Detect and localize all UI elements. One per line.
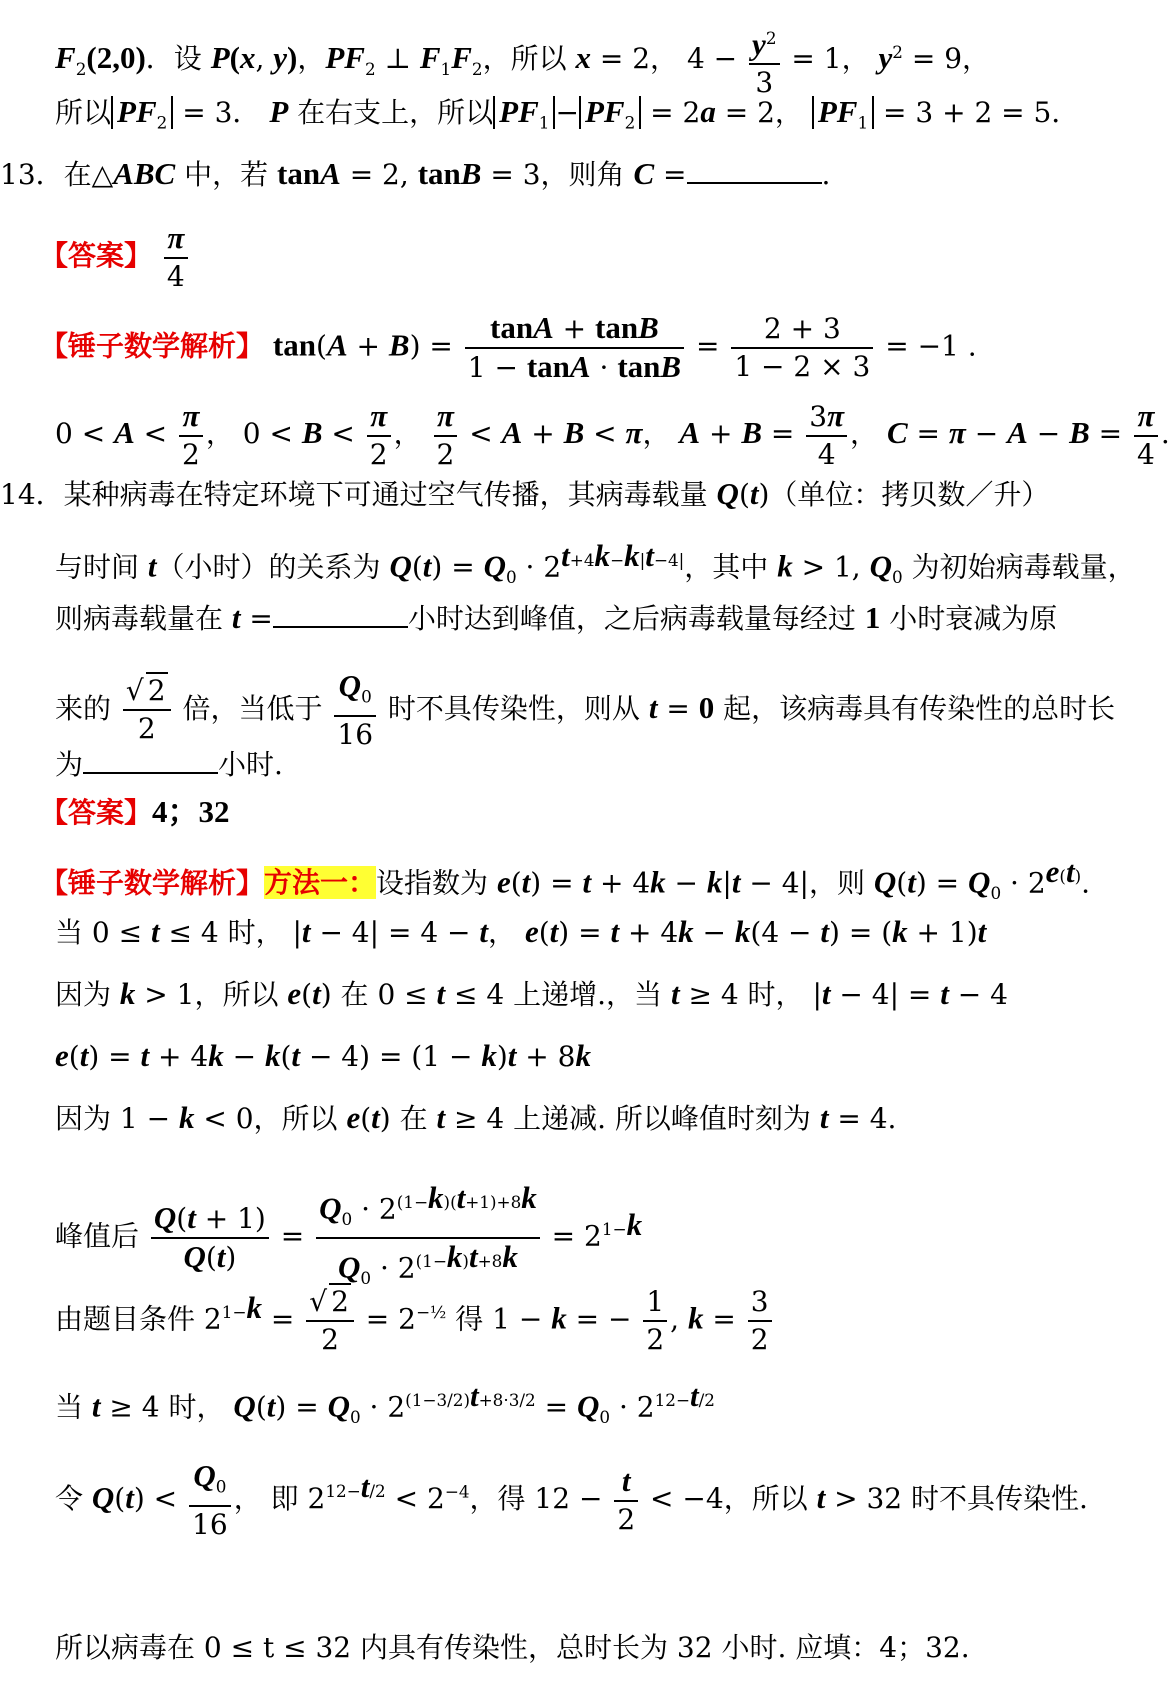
question-14-line-5: 为 小时. [55, 742, 1080, 785]
question-13: 13．在△ABC 中，若 tanA = 2, tanB = 3，则角 C = . [0, 152, 1080, 195]
q14-step-6: 由题目条件 $2^{1-k}$ = $\frac{√ 2}{2}$ = $2^{-\frac{1}{2}}$ 得 1 − k = − $\frac{1}{2}$ , k = $\frac{3}{2}$ [55, 1284, 1080, 1358]
q14-step-8: 令 Q(t) < $\frac{Q_0}{16}$ ， 即 $2^{12-t/2} < 2^{-4}$，得 12 − $\frac{t}{2}$ < −4，所以 t > 32 时不具传染性. [55, 1458, 1088, 1541]
q14-analysis-start: 【锤子数学解析】方法一：设指数为 e(t) = t + 4k − k|t − 4|，则 $Q(t) = Q_0 \cdot 2^{e(t)}$. [40, 854, 1091, 903]
question-14-line-4: 来的 $\frac{√ 2}{2}$ 倍，当低于 $\frac{Q_0}{16}$ 时不具传染性，则从 t = 0 起，该病毒具有传染性的总时长 [55, 668, 1116, 751]
q13-angle-range: 0 < A < $\frac{\pi}{2}$ ， 0 < B < $\frac{\pi}{2}$ ， $\frac{\pi}{2}$ < A + B < π， A + B = $\frac{3\pi}{4}$ ， C = π − A − B = $\frac{\pi}{4}$ . [55, 398, 1170, 471]
q14-step-1: 当 0 ≤ t ≤ 4 时， |t − 4| = 4 − t， e(t) = t + 4k − k(4 − t) = (k + 1)t [55, 914, 987, 949]
q13-answer: 【答案】 $\frac{\pi}{4}$ [40, 220, 1080, 295]
q14-conclusion: 所以病毒在 0 ≤ t ≤ 32 内具有传染性，总时长为 32 小时. 应填：4；32. [55, 1631, 970, 1664]
q14-step-2: 因为 k > 1，所以 e(t) 在 0 ≤ t ≤ 4 上递增.，当 t ≥ 4 时， |t − 4| = t − 4 [55, 976, 1008, 1011]
question-14-line-1: 14．某种病毒在特定环境下可通过空气传播，其病毒载量 Q(t)（单位：拷贝数／升） [0, 476, 1050, 511]
q14-step-5: 峰值后 $\frac{Q(t + 1)}{Q(t)}$ = $\frac{Q_0 \cdot 2^{(1-k)(t+1)+8k}}{Q_0 \cdot 2^{(1-k)t+8k}}$ = $2^{1-k}$ [55, 1180, 643, 1288]
q14-step-3: e(t) = t + 4k − k(t − 4) = (1 − k)t + 8k [55, 1038, 591, 1073]
q14-answer: 【答案】4；32 [40, 794, 230, 829]
q14-step-7: 当 t ≥ 4 时， $Q(t) = Q_0 \cdot 2^{(1-3/2)t+8\cdot 3/2} = Q_0 \cdot 2^{12-t/2}$ [55, 1378, 715, 1427]
method-label: 方法一： [264, 866, 377, 900]
prev-solution-line-1: $F_2(2,0)$．设 P(x, y)，$PF_2$ ⊥ $F_1F_2$，所以 x = 2， 4 − $\frac{y^2}{3}$ = 1， $y^2 = 9$， [55, 20, 1080, 101]
prev-solution-line-2: 所以 $PF_2 = 3$． P 在右支上，所以 $PF_1 - PF_2 = 2a = 2$， $PF_1 = 3 + 2 = 5$． [55, 94, 1080, 133]
question-14-line-2: 与时间 t（小时）的关系为 $Q(t) = Q_0 \cdot 2^{t+4k-k|t-4|}$，其中 k > 1, $Q_0$ 为初始病毒载量， [55, 538, 1136, 587]
question-14-line-3: 则病毒载量在 t = 小时达到峰值，之后病毒载量每经过 1 小时衰减为原 [55, 596, 1080, 639]
q13-analysis: 【锤子数学解析】 tan(A + B) = $\frac{\tan A + \tan B}{1 - \tan A \cdot \tan B}$ = $\frac{2 + 3}{1 - 2 \times 3}$ = −1 . [40, 310, 977, 384]
q14-step-4: 因为 1 − k < 0，所以 e(t) 在 t ≥ 4 上递减. 所以峰值时刻为 t = 4. [55, 1100, 897, 1135]
